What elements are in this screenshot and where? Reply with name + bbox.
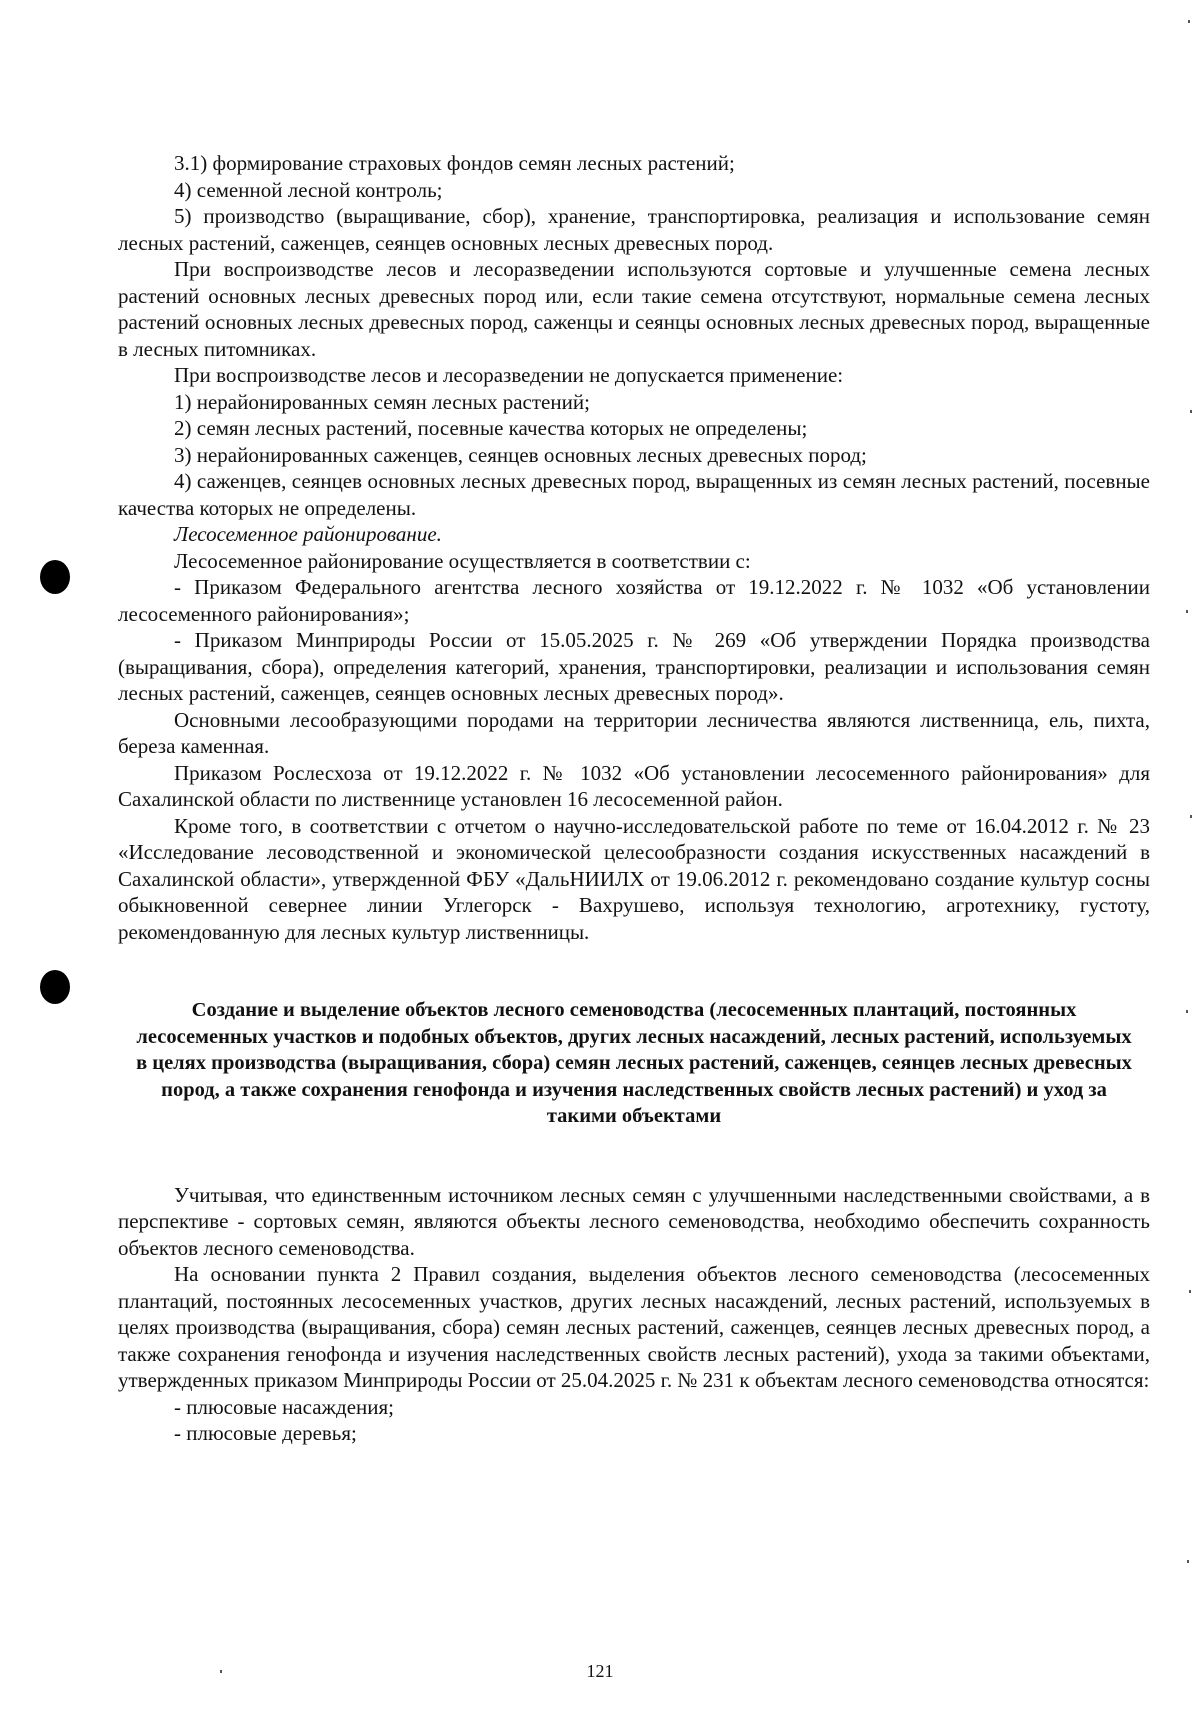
subsection-title-zoning: Лесосеменное районирование. [174,522,442,546]
list-item-5: 5) производство (выращивание, сбор), хранение, транспортировка, реализация и использование семян лесных растений, саженцев, сеянцев основных лесных древесных пород. [118,204,1150,255]
object-item-plus-trees: - плюсовые деревья; [174,1421,357,1445]
prohibited-item-1: 1) нерайонированных семян лесных растений; [174,389,590,414]
paragraph-seed-sources: Учитывая, что единственным источником лесных семян с улучшенными наследственными свойствами, а в перспективе - сортовых семян, являются объекты лесного семеноводства, необходимо обеспечить сохранность объектов лесного семеноводства. [118,1182,1150,1260]
prohibited-item-3: 3) нерайонированных саженцев, сеянцев основных лесных древесных пород; [174,442,867,467]
document-page [118,150,1150,1447]
scan-speck [1186,1010,1188,1013]
list-item-3-1: 3.1) формирование страховых фондов семян лесных растений; [174,151,735,175]
scan-speck [1189,1290,1191,1293]
scan-speck [1186,610,1188,613]
paragraph-seed-district: Приказом Рослесхоза от 19.12.2022 г. № 1032 «Об установлении лесосеменного районирования» для Сахалинской области по лиственнице установлен 16 лесосеменной район. [118,760,1150,811]
object-item-plus-stands: - плюсовые насаждения; [174,1394,395,1419]
order-item-minprirody: - Приказом Минприроды России от 15.05.2025 г. № 269 «Об утверждении Порядка производства (выращивания, сбора), определения категорий, хранения, транспортировки, реализации и использования семян лесных растений, саженцев, сеянцев основных лесных древесных пород». [118,628,1150,705]
paragraph-not-allowed: При воспроизводстве лесов и лесоразведении не допускается применение: [174,363,844,387]
paragraph-research-report: Кроме того, в соответствии с отчетом о научно-исследовательской работе по теме от 16.04.2012 г. № 23 «Исследование лесоводственной и экономической целесообразности создания искусственных насаждений в Сахалинской области», утвержденной ФБУ «ДальНИИЛХ от 19.06.2012 г. рекомендовано создание культур сосны обыкновенной севернее линии Углегорск - Вахрушево, используя технологию, агротехнику, густоту, рекомендованную для лесных культур лиственницы. [118,813,1150,944]
paragraph-zoning-basis: Лесосеменное районирование осуществляется в соответствии с: [174,548,751,573]
scan-speck [1188,20,1190,23]
paragraph-main-species: Основными лесообразующими породами на территории лесничества являются лиственница, ель, пихта, береза каменная. [118,707,1150,758]
prohibited-item-2: 2) семян лесных растений, посевные качества которых не определены; [174,416,808,440]
order-item-rosleshoz: - Приказом Федерального агентства лесного хозяйства от 19.12.2022 г. № 1032 «Об установлении лесосеменного районирования»; [118,575,1150,626]
prohibited-item-4: 4) саженцев, сеянцев основных лесных древесных пород, выращенных из семян лесных растений, посевные качества которых не определены. [118,469,1150,520]
page-number: 121 [586,1661,614,1681]
section-heading: Создание и выделение объектов лесного семеноводства (лесосеменных плантаций, постоянных лесосеменных участков и подобных объектов, других лесных насаждений, лесных растений, используемых в целях производства (выращивания, сбора) семян лесных растений, саженцев, сеянцев лесных древесных пород, а также сохранения генофонда и изучения наследственных свойств лесных растений) и уход за такими объектами [136,999,1132,1127]
scan-speck [1190,815,1192,818]
paragraph-seeds-used: При воспроизводстве лесов и лесоразведении используются сортовые и улучшенные семена лесных растений основных лесных древесных пород или, если такие семена отсутствуют, нормальные семена лесных растений основных лесных древесных пород, саженцы и сеянцы основных лесных древесных пород, выращенные в лесных питомниках. [118,257,1150,361]
scan-speck [1190,410,1192,413]
punch-hole-top [40,560,70,594]
scan-speck [1187,1560,1189,1563]
paragraph-rules-basis: На основании пункта 2 Правил создания, выделения объектов лесного семеноводства (лесосеменных плантаций, постоянных лесосеменных участков, других лесных насаждений, лесных растений, используемых в целях производства (выращивания, сбора) семян лесных растений, саженцев, сеянцев лесных древесных пород, а также сохранения генофонда и изучения наследственных свойств лесных растений), ухода за такими объектами, утвержденных приказом Минприроды России от 25.04.2025 г. № 231 к объектам лесного семеноводства относятся: [118,1262,1150,1392]
punch-hole-bottom [40,970,70,1004]
list-item-4: 4) семенной лесной контроль; [174,177,443,202]
